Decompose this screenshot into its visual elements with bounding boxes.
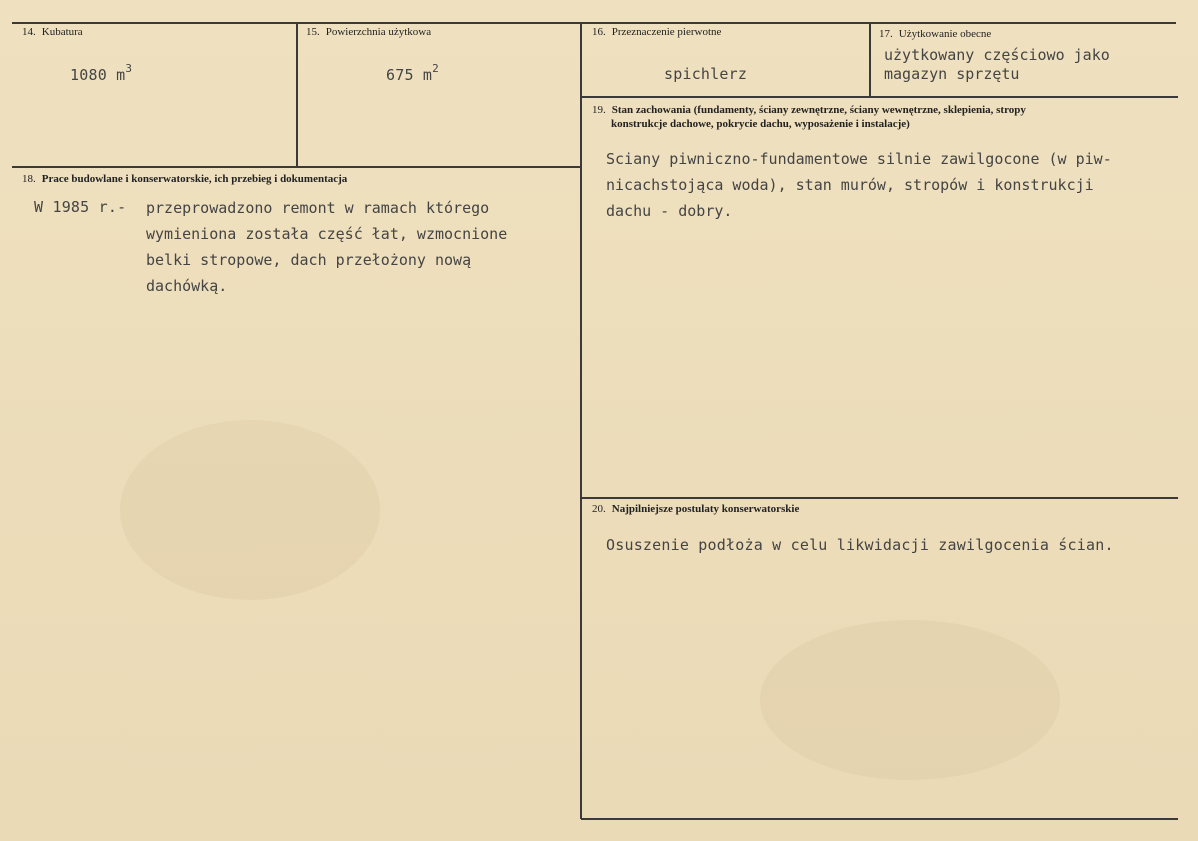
field-20-title: Najpilniejsze postulaty konserwatorskie [611, 503, 800, 515]
field-17-title: Użytkowanie obecne [898, 28, 992, 40]
divider-row-18 [12, 166, 581, 168]
field-18-label [22, 173, 347, 186]
bottom-right-border [581, 818, 1178, 820]
field-17-label [879, 28, 991, 41]
paper-stain [760, 620, 1060, 780]
field-19-text [606, 146, 1112, 224]
center-divider [580, 22, 582, 819]
field-14-title: Kubatura [41, 26, 83, 38]
divider-16-17 [869, 22, 871, 96]
field-17-number: 17. [879, 28, 893, 40]
field-19-line: dachu - dobry. [606, 202, 733, 220]
field-18-line: belki stropowe, dach przełożony nową [146, 251, 472, 269]
field-18-line: przeprowadzono remont w ramach którego [146, 199, 490, 217]
field-20-value: Osuszenie podłoża w celu likwidacji zawilgocenia ścian. [606, 536, 1114, 554]
field-14-label [22, 26, 83, 39]
field-16-title: Przeznaczenie pierwotne [611, 26, 722, 38]
top-border-line [12, 22, 1176, 24]
field-17-line: magazyn sprzętu [884, 65, 1020, 83]
kubatura-value: 1080 m [70, 66, 126, 84]
field-19-number: 19. [592, 104, 606, 116]
powierzchnia-value: 675 m [386, 66, 433, 84]
divider-row-19 [581, 96, 1178, 98]
field-17-value [884, 46, 1110, 84]
field-20-label [592, 503, 799, 516]
field-19-line: Sciany piwniczno-fundamentowe silnie zawilgocone (w piw- [606, 150, 1112, 168]
field-18-line: wymieniona została część łat, wzmocnione [146, 225, 508, 243]
divider-row-20 [581, 497, 1178, 499]
field-18-title: Prace budowlane i konserwatorskie, ich przebieg i dokumentacja [41, 173, 348, 185]
field-16-label [592, 26, 721, 39]
field-20-number: 20. [592, 503, 606, 515]
field-16-value: spichlerz [664, 65, 748, 83]
field-19-title-line: Stan zachowania (fundamenty, ściany zewnętrzne, ściany wewnętrzne, sklepienia, stropy [611, 104, 1026, 116]
kubatura-unit-exponent: 3 [125, 62, 133, 75]
field-19-line: nicachstojąca woda), stan murów, stropów i konstrukcji [606, 176, 1094, 194]
field-14-value [70, 62, 132, 84]
divider-14-15 [296, 22, 298, 166]
field-15-value [386, 62, 439, 84]
field-18-number: 18. [22, 173, 36, 185]
powierzchnia-unit-exponent: 2 [432, 62, 439, 75]
paper-stain [120, 420, 380, 600]
field-19-label [592, 104, 1026, 117]
field-15-number: 15. [306, 26, 320, 38]
field-18-text [146, 195, 507, 299]
field-15-label [306, 26, 431, 39]
field-14-number: 14. [22, 26, 36, 38]
field-19-label-cont: konstrukcje dachowe, pokrycie dachu, wyposażenie i instalacje) [611, 118, 910, 130]
field-17-line: użytkowany częściowo jako [884, 46, 1110, 64]
field-18-line: dachówką. [146, 277, 228, 295]
field-16-number: 16. [592, 26, 606, 38]
field-18-prefix: W 1985 r.- [34, 198, 127, 216]
field-15-title: Powierzchnia użytkowa [325, 26, 432, 38]
